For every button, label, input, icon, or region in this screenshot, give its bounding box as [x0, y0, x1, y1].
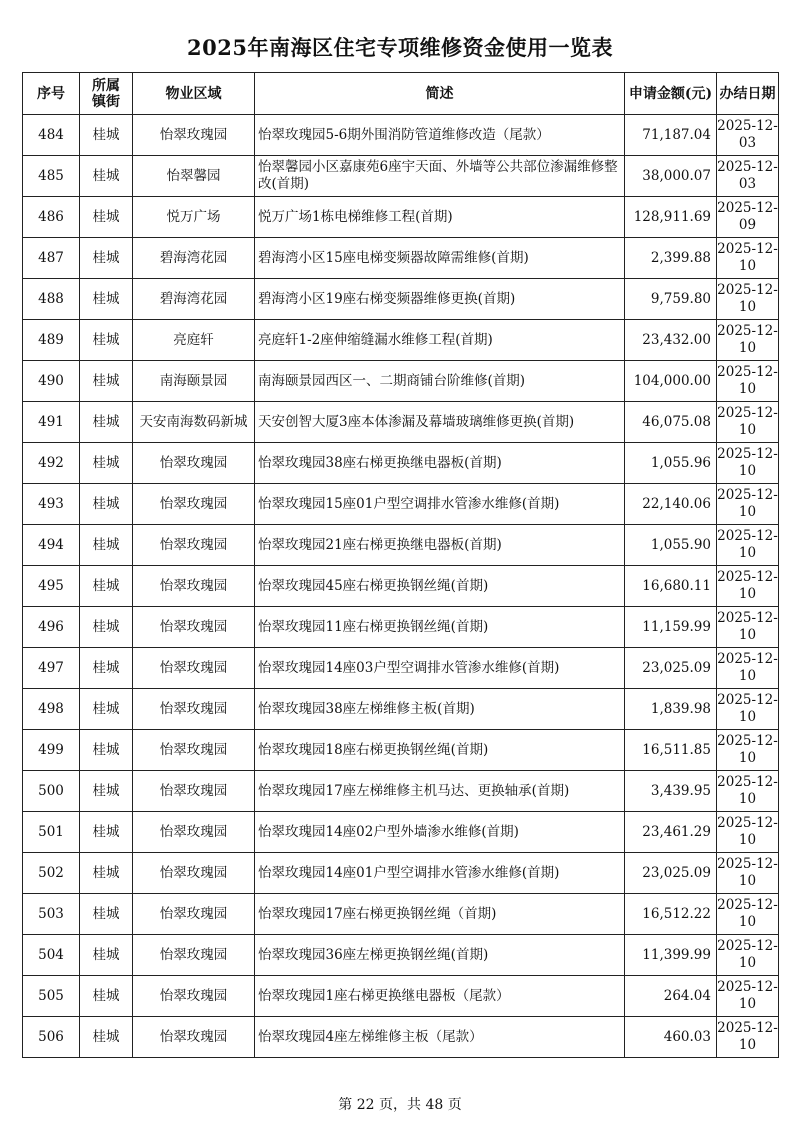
cell-town: 桂城 [80, 279, 133, 320]
header-area: 物业区域 [133, 73, 255, 115]
cell-desc: 南海颐景园西区一、二期商铺台阶维修(首期) [255, 361, 625, 402]
cell-area: 怡翠玫瑰园 [133, 484, 255, 525]
cell-amount: 1,055.96 [625, 443, 717, 484]
cell-town: 桂城 [80, 976, 133, 1017]
cell-date: 2025-12-10 [717, 894, 779, 935]
cell-town: 桂城 [80, 607, 133, 648]
cell-desc: 怡翠玫瑰园45座右梯更换钢丝绳(首期) [255, 566, 625, 607]
cell-area: 怡翠玫瑰园 [133, 115, 255, 156]
cell-desc: 怡翠玫瑰园38座左梯维修主板(首期) [255, 689, 625, 730]
cell-town: 桂城 [80, 771, 133, 812]
cell-area: 怡翠玫瑰园 [133, 607, 255, 648]
cell-no: 489 [23, 320, 80, 361]
cell-desc: 碧海湾小区19座右梯变频器维修更换(首期) [255, 279, 625, 320]
cell-date: 2025-12-03 [717, 156, 779, 197]
cell-desc: 怡翠玫瑰园38座右梯更换继电器板(首期) [255, 443, 625, 484]
cell-town: 桂城 [80, 935, 133, 976]
cell-amount: 11,159.99 [625, 607, 717, 648]
cell-no: 506 [23, 1017, 80, 1058]
table-row [23, 689, 779, 730]
cell-date: 2025-12-10 [717, 320, 779, 361]
cell-amount: 1,055.90 [625, 525, 717, 566]
cell-desc: 怡翠玫瑰园17座左梯维修主机马达、更换轴承(首期) [255, 771, 625, 812]
table-row [23, 607, 779, 648]
cell-amount: 23,461.29 [625, 812, 717, 853]
cell-no: 501 [23, 812, 80, 853]
cell-area: 怡翠玫瑰园 [133, 566, 255, 607]
cell-area: 碧海湾花园 [133, 279, 255, 320]
cell-date: 2025-12-10 [717, 771, 779, 812]
cell-town: 桂城 [80, 238, 133, 279]
table-row [23, 648, 779, 689]
cell-amount: 23,025.09 [625, 853, 717, 894]
cell-town: 桂城 [80, 197, 133, 238]
cell-no: 495 [23, 566, 80, 607]
table-row [23, 1017, 779, 1058]
cell-no: 486 [23, 197, 80, 238]
cell-date: 2025-12-03 [717, 115, 779, 156]
cell-amount: 460.03 [625, 1017, 717, 1058]
cell-amount: 23,025.09 [625, 648, 717, 689]
cell-no: 492 [23, 443, 80, 484]
cell-desc: 怡翠馨园小区嘉康苑6座宇天面、外墙等公共部位渗漏维修整改(首期) [255, 156, 625, 197]
header-date: 办结日期 [717, 73, 779, 115]
cell-area: 悦万广场 [133, 197, 255, 238]
cell-date: 2025-12-10 [717, 689, 779, 730]
cell-date: 2025-12-10 [717, 648, 779, 689]
cell-no: 500 [23, 771, 80, 812]
table-row [23, 976, 779, 1017]
cell-area: 怡翠玫瑰园 [133, 812, 255, 853]
table-row [23, 361, 779, 402]
cell-town: 桂城 [80, 320, 133, 361]
table-row [23, 771, 779, 812]
cell-amount: 11,399.99 [625, 935, 717, 976]
table-row [23, 279, 779, 320]
cell-no: 496 [23, 607, 80, 648]
cell-date: 2025-12-10 [717, 935, 779, 976]
cell-date: 2025-12-10 [717, 402, 779, 443]
cell-desc: 怡翠玫瑰园21座右梯更换继电器板(首期) [255, 525, 625, 566]
cell-town: 桂城 [80, 894, 133, 935]
maintenance-fund-table [22, 72, 779, 1058]
table-row [23, 238, 779, 279]
cell-no: 491 [23, 402, 80, 443]
header-town-line1: 所属 [92, 77, 120, 94]
cell-desc: 怡翠玫瑰园18座右梯更换钢丝绳(首期) [255, 730, 625, 771]
cell-area: 怡翠玫瑰园 [133, 771, 255, 812]
header-town [80, 73, 133, 115]
cell-area: 怡翠玫瑰园 [133, 894, 255, 935]
cell-date: 2025-12-10 [717, 484, 779, 525]
cell-amount: 46,075.08 [625, 402, 717, 443]
cell-date: 2025-12-10 [717, 853, 779, 894]
cell-amount: 9,759.80 [625, 279, 717, 320]
cell-area: 怡翠玫瑰园 [133, 648, 255, 689]
cell-area: 怡翠玫瑰园 [133, 935, 255, 976]
cell-desc: 悦万广场1栋电梯维修工程(首期) [255, 197, 625, 238]
cell-no: 484 [23, 115, 80, 156]
cell-area: 怡翠玫瑰园 [133, 976, 255, 1017]
cell-area: 怡翠玫瑰园 [133, 689, 255, 730]
cell-area: 怡翠玫瑰园 [133, 525, 255, 566]
cell-no: 499 [23, 730, 80, 771]
table-row [23, 484, 779, 525]
cell-date: 2025-12-10 [717, 525, 779, 566]
cell-town: 桂城 [80, 689, 133, 730]
cell-desc: 碧海湾小区15座电梯变频器故障需维修(首期) [255, 238, 625, 279]
cell-town: 桂城 [80, 156, 133, 197]
cell-amount: 22,140.06 [625, 484, 717, 525]
cell-amount: 2,399.88 [625, 238, 717, 279]
header-town-line2: 镇街 [92, 93, 120, 110]
cell-date: 2025-12-10 [717, 238, 779, 279]
table-row [23, 935, 779, 976]
cell-desc: 怡翠玫瑰园5-6期外围消防管道维修改造（尾款） [255, 115, 625, 156]
table-row [23, 402, 779, 443]
table-row [23, 730, 779, 771]
cell-no: 504 [23, 935, 80, 976]
cell-amount: 23,432.00 [625, 320, 717, 361]
cell-amount: 38,000.07 [625, 156, 717, 197]
cell-date: 2025-12-10 [717, 812, 779, 853]
cell-no: 485 [23, 156, 80, 197]
page-title: 2025年南海区住宅专项维修资金使用一览表 [187, 35, 613, 60]
cell-no: 502 [23, 853, 80, 894]
cell-desc: 亮庭轩1-2座伸缩缝漏水维修工程(首期) [255, 320, 625, 361]
cell-area: 碧海湾花园 [133, 238, 255, 279]
table-header-row [23, 73, 779, 115]
cell-desc: 怡翠玫瑰园17座右梯更换钢丝绳（首期) [255, 894, 625, 935]
cell-desc: 怡翠玫瑰园14座03户型空调排水管渗水维修(首期) [255, 648, 625, 689]
cell-amount: 16,512.22 [625, 894, 717, 935]
cell-amount: 128,911.69 [625, 197, 717, 238]
cell-date: 2025-12-10 [717, 730, 779, 771]
cell-no: 494 [23, 525, 80, 566]
header-no: 序号 [23, 73, 80, 115]
cell-town: 桂城 [80, 484, 133, 525]
cell-area: 怡翠玫瑰园 [133, 1017, 255, 1058]
cell-desc: 怡翠玫瑰园4座左梯维修主板（尾款） [255, 1017, 625, 1058]
cell-no: 505 [23, 976, 80, 1017]
cell-amount: 71,187.04 [625, 115, 717, 156]
table-row [23, 812, 779, 853]
cell-town: 桂城 [80, 361, 133, 402]
cell-no: 503 [23, 894, 80, 935]
cell-desc: 怡翠玫瑰园1座右梯更换继电器板（尾款） [255, 976, 625, 1017]
cell-town: 桂城 [80, 402, 133, 443]
cell-date: 2025-12-10 [717, 1017, 779, 1058]
table-row [23, 853, 779, 894]
table-row [23, 525, 779, 566]
cell-date: 2025-12-10 [717, 361, 779, 402]
header-amount: 申请金额(元) [625, 73, 717, 115]
cell-amount: 1,839.98 [625, 689, 717, 730]
cell-date: 2025-12-10 [717, 607, 779, 648]
cell-area: 怡翠玫瑰园 [133, 443, 255, 484]
cell-area: 南海颐景园 [133, 361, 255, 402]
cell-town: 桂城 [80, 648, 133, 689]
cell-amount: 16,680.11 [625, 566, 717, 607]
cell-date: 2025-12-09 [717, 197, 779, 238]
table-row [23, 197, 779, 238]
cell-amount: 264.04 [625, 976, 717, 1017]
cell-date: 2025-12-10 [717, 976, 779, 1017]
cell-town: 桂城 [80, 115, 133, 156]
cell-amount: 16,511.85 [625, 730, 717, 771]
cell-town: 桂城 [80, 812, 133, 853]
page-footer: 第 22 页，共 48 页 [338, 1097, 462, 1113]
cell-town: 桂城 [80, 566, 133, 607]
cell-date: 2025-12-10 [717, 566, 779, 607]
cell-amount: 104,000.00 [625, 361, 717, 402]
cell-date: 2025-12-10 [717, 443, 779, 484]
cell-no: 490 [23, 361, 80, 402]
cell-no: 497 [23, 648, 80, 689]
header-desc: 简述 [255, 73, 625, 115]
cell-town: 桂城 [80, 853, 133, 894]
table-row [23, 320, 779, 361]
cell-town: 桂城 [80, 1017, 133, 1058]
table-row [23, 156, 779, 197]
cell-desc: 怡翠玫瑰园15座01户型空调排水管渗水维修(首期) [255, 484, 625, 525]
cell-no: 493 [23, 484, 80, 525]
cell-desc: 怡翠玫瑰园14座01户型空调排水管渗水维修(首期) [255, 853, 625, 894]
table-row [23, 443, 779, 484]
cell-area: 怡翠馨园 [133, 156, 255, 197]
cell-town: 桂城 [80, 730, 133, 771]
cell-area: 天安南海数码新城 [133, 402, 255, 443]
cell-no: 488 [23, 279, 80, 320]
cell-area: 亮庭轩 [133, 320, 255, 361]
table-row [23, 115, 779, 156]
cell-town: 桂城 [80, 443, 133, 484]
cell-town: 桂城 [80, 525, 133, 566]
cell-desc: 怡翠玫瑰园14座02户型外墙渗水维修(首期) [255, 812, 625, 853]
cell-no: 498 [23, 689, 80, 730]
cell-area: 怡翠玫瑰园 [133, 853, 255, 894]
table-row [23, 566, 779, 607]
cell-desc: 怡翠玫瑰园36座左梯更换钢丝绳(首期) [255, 935, 625, 976]
cell-desc: 怡翠玫瑰园11座右梯更换钢丝绳(首期) [255, 607, 625, 648]
cell-no: 487 [23, 238, 80, 279]
cell-date: 2025-12-10 [717, 279, 779, 320]
cell-desc: 天安创智大厦3座本体渗漏及幕墙玻璃维修更换(首期) [255, 402, 625, 443]
cell-area: 怡翠玫瑰园 [133, 730, 255, 771]
cell-amount: 3,439.95 [625, 771, 717, 812]
table-row [23, 894, 779, 935]
